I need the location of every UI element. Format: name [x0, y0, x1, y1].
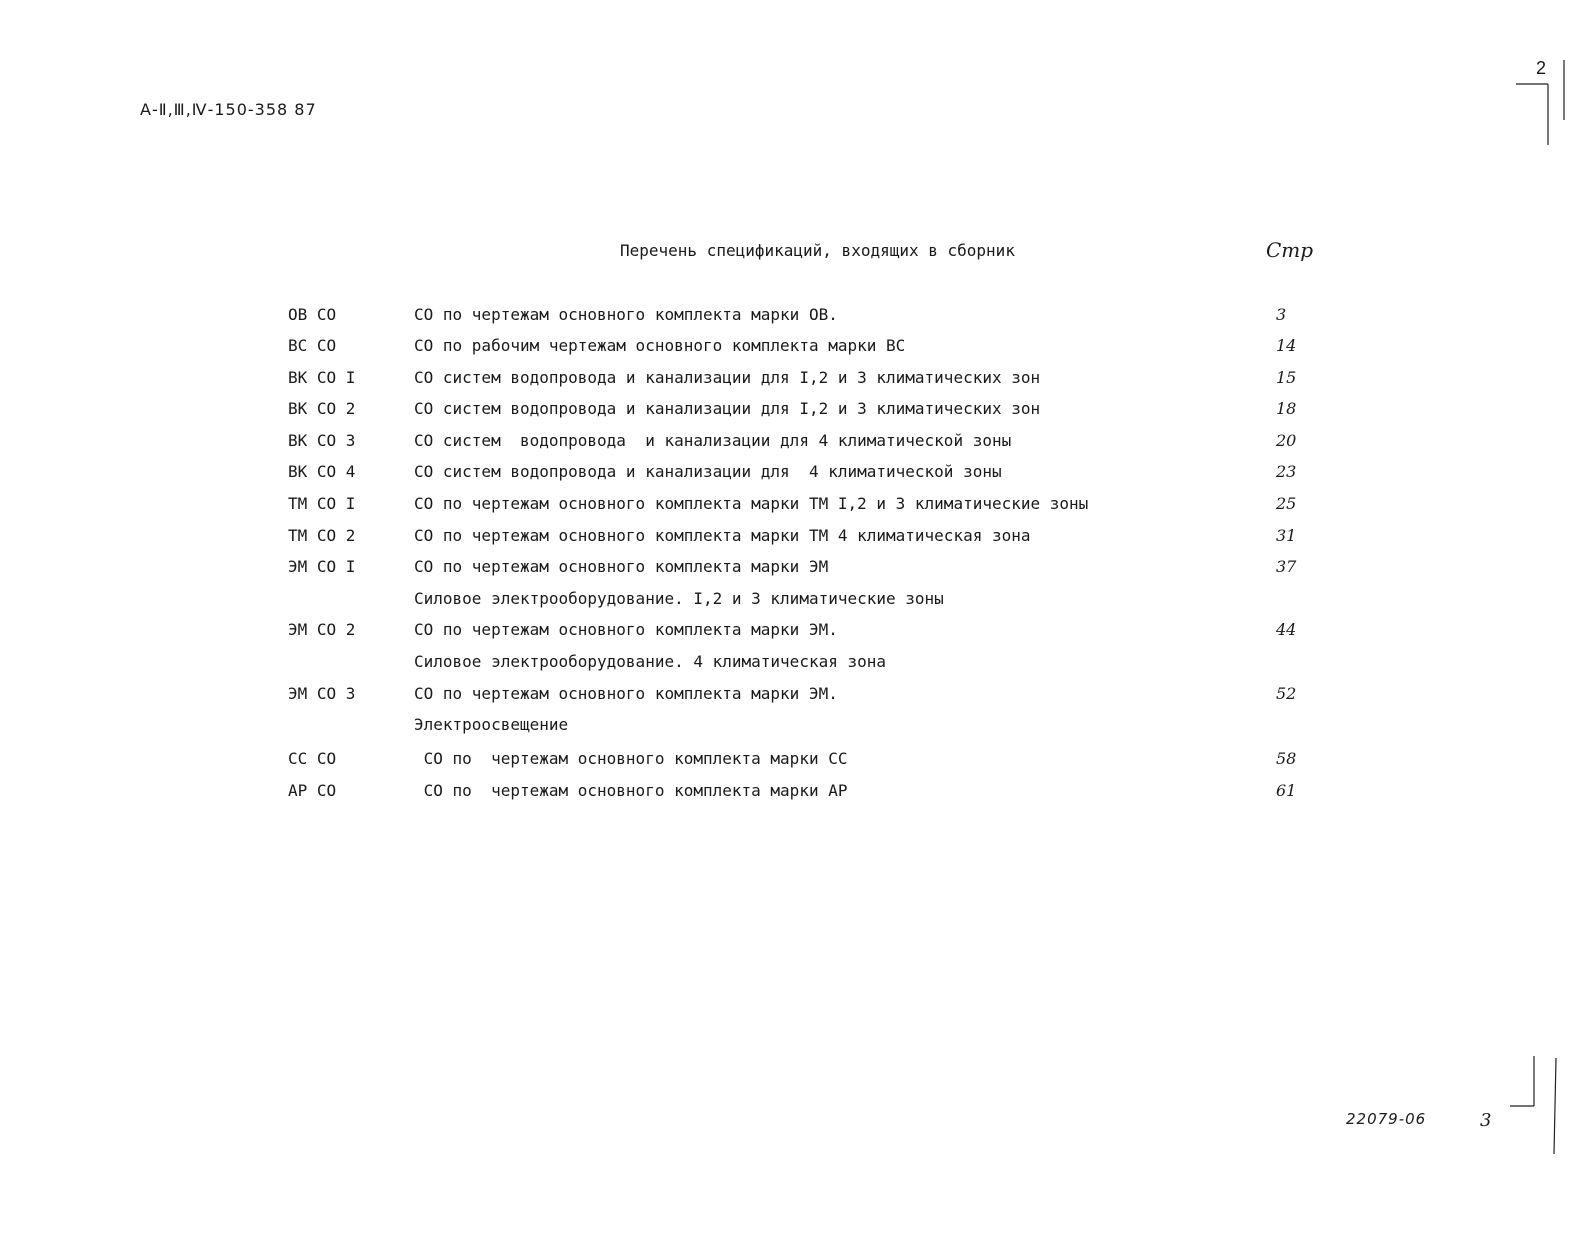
spec-description: Электроосвещение [414, 715, 569, 734]
footer-page-number: 3 [1480, 1110, 1492, 1131]
spec-description: СО по чертежам основного комплекта марки ЭМ [414, 557, 829, 576]
spec-page: 58 [1276, 749, 1297, 768]
spec-page: 18 [1276, 399, 1297, 418]
spec-code: ЭМ СО 2 [288, 620, 356, 639]
spec-description: СО по чертежам основного комплекта марки ЭМ. [414, 620, 838, 639]
spec-page: 44 [1276, 620, 1297, 639]
spec-description: СО систем водопровода и канализации для I,2 и 3 климатических зон [414, 399, 1041, 418]
page-title: Перечень спецификаций, входящих в сборник [620, 241, 1015, 260]
spec-description: СО по чертежам основного комплекта марки СС [414, 749, 848, 768]
spec-code: ЭМ СО I [288, 557, 356, 576]
spec-code: ВК СО 2 [288, 399, 356, 418]
spec-code: ВК СО 4 [288, 462, 356, 481]
spec-page: 14 [1276, 336, 1297, 355]
spec-code: ВК СО I [288, 368, 356, 387]
spec-code: АР СО [288, 781, 337, 800]
spec-description: СО по чертежам основного комплекта марки АР [414, 781, 848, 800]
spec-page: 31 [1276, 526, 1297, 545]
spec-code: СС СО [288, 749, 337, 768]
spec-page: 37 [1276, 557, 1297, 576]
spec-description: СО систем водопровода и канализации для 4 климатической зоны [414, 431, 1012, 450]
spec-description: Силовое электрооборудование. 4 климатическая зона [414, 652, 887, 671]
spec-description: СО по чертежам основного комплекта марки ЭМ. [414, 684, 838, 703]
spec-description: СО по чертежам основного комплекта марки ТМ 4 климатическая зона [414, 526, 1031, 545]
spec-code: ВК СО 3 [288, 431, 356, 450]
spec-description: СО по чертежам основного комплекта марки ОВ. [414, 305, 838, 324]
frame-corner-top [1512, 60, 1572, 150]
spec-page: 23 [1276, 462, 1297, 481]
spec-description: Силовое электрооборудование. I,2 и 3 климатические зоны [414, 589, 944, 608]
spec-description: СО систем водопровода и канализации для 4 климатической зоны [414, 462, 1002, 481]
spec-page: 15 [1276, 368, 1297, 387]
spec-page: 52 [1276, 684, 1297, 703]
spec-code: ТМ СО 2 [288, 526, 356, 545]
spec-page: 61 [1276, 781, 1297, 800]
footer-document-number: 22079-06 [1346, 1110, 1427, 1128]
spec-page: 3 [1276, 305, 1287, 324]
spec-page: 25 [1276, 494, 1297, 513]
spec-code: ТМ СО I [288, 494, 356, 513]
spec-code: ЭМ СО 3 [288, 684, 356, 703]
frame-corner-bottom [1506, 1050, 1570, 1160]
spec-description: СО по рабочим чертежам основного комплекта марки ВС [414, 336, 906, 355]
spec-page: 20 [1276, 431, 1297, 450]
page-column-label: Стр [1266, 238, 1314, 262]
spec-code: ОВ СО [288, 305, 337, 324]
sheet-number: 2 [1536, 58, 1547, 78]
spec-code: ВС СО [288, 336, 337, 355]
spec-description: СО по чертежам основного комплекта марки ТМ I,2 и 3 климатические зоны [414, 494, 1089, 513]
spec-description: СО систем водопровода и канализации для I,2 и 3 климатических зон [414, 368, 1041, 387]
document-code: А-Ⅱ,Ⅲ,Ⅳ-150-358 87 [140, 100, 317, 119]
